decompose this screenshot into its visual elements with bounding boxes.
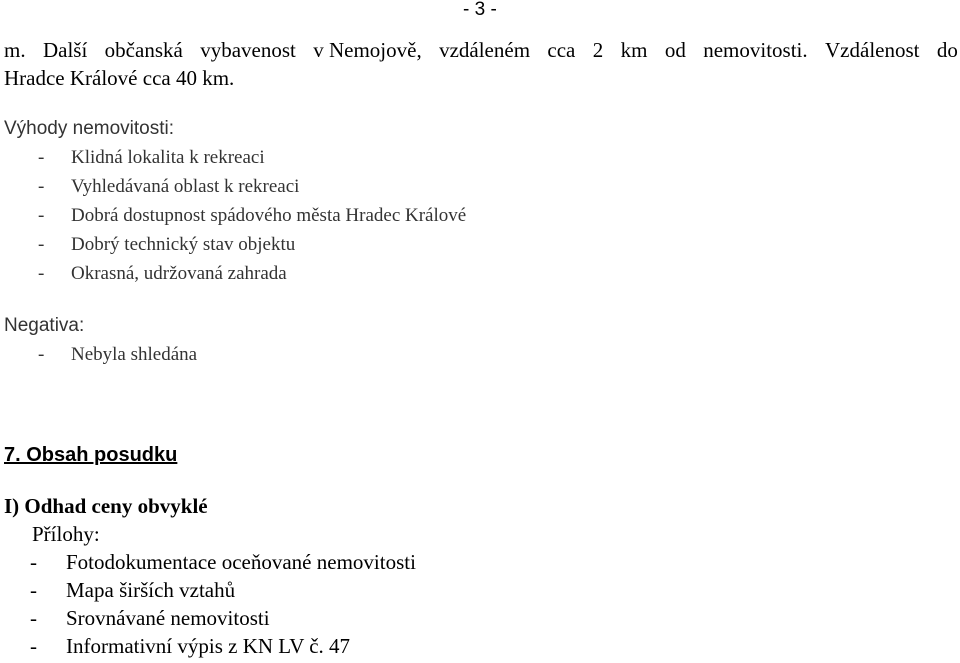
list-item-text: Klidná lokalita k rekreaci bbox=[71, 147, 265, 168]
intro-word: 2 bbox=[592, 38, 604, 62]
intro-word: vybavenost bbox=[200, 38, 296, 62]
negatives-label: Negativa: bbox=[4, 315, 85, 336]
list-item bbox=[30, 634, 350, 659]
subsection-heading: I) Odhad ceny obvyklé bbox=[4, 494, 208, 518]
intro-paragraph-line-2: Hradce Králové cca 40 km. bbox=[4, 66, 235, 90]
list-dash: - bbox=[38, 263, 45, 284]
list-dash: - bbox=[30, 606, 37, 630]
intro-word: Další bbox=[42, 38, 88, 62]
list-item-text: Informativní výpis z KN LV č. 47 bbox=[66, 634, 351, 658]
intro-word: Vzdálenost bbox=[825, 38, 920, 62]
list-item bbox=[38, 344, 197, 366]
list-item bbox=[38, 205, 466, 227]
list-item-text: Dobrý technický stav objektu bbox=[71, 234, 296, 255]
advantages-label: Výhody nemovitosti: bbox=[4, 118, 175, 139]
intro-word: km bbox=[620, 38, 648, 62]
list-item bbox=[38, 147, 265, 169]
list-item bbox=[30, 606, 270, 631]
list-item-text: Okrasná, udržovaná zahrada bbox=[71, 263, 287, 284]
list-dash: - bbox=[30, 578, 37, 602]
list-dash: - bbox=[30, 550, 37, 574]
intro-word: vzdáleném bbox=[439, 38, 531, 62]
intro-word: občanská bbox=[104, 38, 183, 62]
page-number: - 3 - bbox=[463, 0, 497, 20]
list-dash: - bbox=[38, 205, 45, 226]
attachments-label: Přílohy: bbox=[32, 522, 100, 546]
intro-word: m. bbox=[4, 38, 26, 62]
list-item bbox=[30, 578, 235, 603]
intro-paragraph-line-1 bbox=[4, 38, 958, 63]
list-dash: - bbox=[38, 176, 45, 197]
list-item-text: Vyhledávaná oblast k rekreaci bbox=[71, 176, 300, 197]
list-item-text: Nebyla shledána bbox=[71, 344, 198, 365]
intro-word: v Nemojově, bbox=[313, 38, 422, 62]
section-heading: 7. Obsah posudku bbox=[4, 444, 178, 466]
list-dash: - bbox=[38, 147, 45, 168]
list-item bbox=[38, 176, 299, 198]
intro-word: do bbox=[936, 38, 958, 62]
list-item-text: Srovnávané nemovitosti bbox=[66, 606, 270, 630]
list-item bbox=[38, 263, 287, 285]
intro-word: nemovitosti. bbox=[703, 38, 808, 62]
intro-word: od bbox=[664, 38, 686, 62]
list-dash: - bbox=[30, 634, 37, 658]
list-item bbox=[38, 234, 295, 256]
list-item-text: Fotodokumentace oceňované nemovitosti bbox=[66, 550, 416, 574]
intro-word: cca bbox=[547, 38, 576, 62]
list-item-text: Dobrá dostupnost spádového města Hradec Králové bbox=[71, 205, 467, 226]
list-dash: - bbox=[38, 344, 45, 365]
list-item bbox=[30, 550, 416, 575]
list-item-text: Mapa širších vztahů bbox=[66, 578, 236, 602]
list-dash: - bbox=[38, 234, 45, 255]
